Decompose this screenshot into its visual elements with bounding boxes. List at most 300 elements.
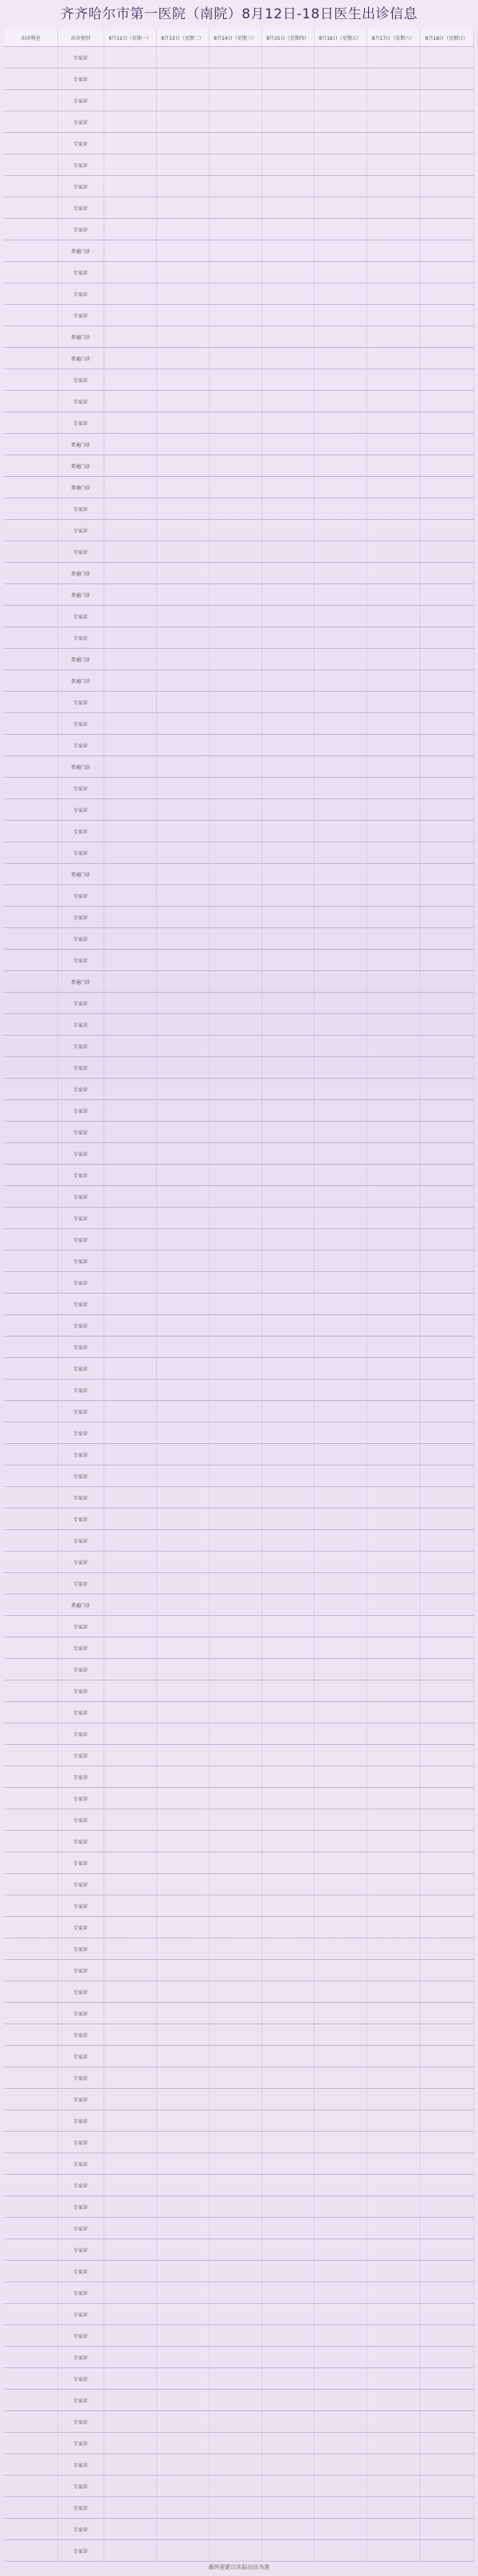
doctor-cell (314, 1874, 366, 1895)
doctor-cell (420, 2153, 473, 2175)
doctor-cell (314, 1917, 366, 1938)
doctor-cell (420, 498, 473, 520)
dept-cell (5, 2132, 57, 2153)
doctor-cell (156, 1637, 209, 1659)
doctor-cell (209, 1444, 261, 1466)
doctor-cell (261, 670, 314, 692)
doctor-cell (209, 735, 261, 756)
doctor-cell (209, 1315, 261, 1337)
clinic-type-cell: 专家诊 (57, 1337, 104, 1358)
doctor-cell (209, 283, 261, 305)
doctor-cell (104, 68, 156, 90)
doctor-cell (314, 262, 366, 283)
doctor-cell (261, 1637, 314, 1659)
doctor-cell (261, 391, 314, 412)
clinic-type-cell: 专家诊 (57, 713, 104, 735)
doctor-cell (104, 412, 156, 434)
doctor-cell (366, 2196, 420, 2218)
doctor-cell (209, 606, 261, 627)
clinic-type-cell: 专家诊 (57, 2196, 104, 2218)
doctor-cell (104, 692, 156, 713)
dept-cell (5, 1487, 57, 1509)
clinic-type-cell: 专家诊 (57, 692, 104, 713)
doctor-cell (366, 885, 420, 907)
doctor-cell (156, 1960, 209, 1981)
dept-cell (5, 1895, 57, 1917)
doctor-cell (314, 2196, 366, 2218)
doctor-cell (366, 1122, 420, 1143)
dept-cell (5, 885, 57, 907)
doctor-cell (209, 1251, 261, 1272)
doctor-cell (156, 735, 209, 756)
dept-cell (5, 2304, 57, 2325)
doctor-cell (314, 2239, 366, 2261)
doctor-cell (156, 1487, 209, 1509)
doctor-cell (261, 434, 314, 455)
doctor-cell (156, 2089, 209, 2110)
doctor-cell (156, 2282, 209, 2304)
doctor-cell (420, 1186, 473, 1208)
doctor-cell (366, 971, 420, 993)
doctor-cell (104, 993, 156, 1014)
doctor-cell (314, 993, 366, 1014)
doctor-cell (156, 2261, 209, 2282)
doctor-cell (314, 1766, 366, 1788)
clinic-type-cell: 专家诊 (57, 1079, 104, 1100)
clinic-type-cell: 专家诊 (57, 2304, 104, 2325)
doctor-cell (420, 821, 473, 842)
doctor-cell (209, 219, 261, 240)
doctor-cell (261, 520, 314, 541)
doctor-cell (261, 1573, 314, 1594)
doctor-cell (156, 1294, 209, 1315)
doctor-cell (314, 240, 366, 262)
doctor-cell (156, 1186, 209, 1208)
clinic-type-cell: 专家诊 (57, 47, 104, 68)
doctor-cell (366, 176, 420, 197)
doctor-cell (366, 283, 420, 305)
clinic-type-cell: 专家诊 (57, 2476, 104, 2497)
doctor-cell (209, 1036, 261, 1057)
doctor-cell (209, 864, 261, 885)
doctor-cell (420, 326, 473, 348)
doctor-cell (156, 219, 209, 240)
dept-cell (5, 1229, 57, 1251)
doctor-cell (104, 2282, 156, 2304)
clinic-type-cell: 专家诊 (57, 1380, 104, 1401)
table-body (5, 47, 473, 2562)
dept-cell (5, 2196, 57, 2218)
doctor-cell (420, 1702, 473, 1723)
doctor-cell (156, 2347, 209, 2368)
doctor-cell (314, 1358, 366, 1380)
table-row (5, 1466, 473, 1487)
doctor-cell (261, 1960, 314, 1981)
doctor-cell (209, 1680, 261, 1702)
doctor-cell (314, 606, 366, 627)
dept-cell (5, 2153, 57, 2175)
doctor-cell (156, 1165, 209, 1186)
doctor-cell (261, 498, 314, 520)
table-row (5, 756, 473, 778)
clinic-type-cell: 专家诊 (57, 1723, 104, 1745)
dept-cell (5, 1938, 57, 1960)
doctor-cell (420, 1444, 473, 1466)
table-row (5, 2325, 473, 2347)
doctor-cell (314, 219, 366, 240)
doctor-cell (156, 2110, 209, 2132)
table-row (5, 541, 473, 563)
doctor-cell (261, 2325, 314, 2347)
doctor-cell (209, 1122, 261, 1143)
doctor-cell (314, 1036, 366, 1057)
doctor-cell (156, 2304, 209, 2325)
doctor-cell (261, 47, 314, 68)
doctor-cell (104, 1165, 156, 1186)
dept-cell (5, 1251, 57, 1272)
doctor-cell (314, 2497, 366, 2519)
clinic-type-cell: 专家诊 (57, 1659, 104, 1680)
table-row (5, 1659, 473, 1680)
doctor-cell (420, 1487, 473, 1509)
table-row (5, 950, 473, 971)
clinic-type-cell: 专家诊 (57, 2132, 104, 2153)
dept-cell (5, 2110, 57, 2132)
doctor-cell (366, 1895, 420, 1917)
table-row (5, 434, 473, 455)
doctor-cell (156, 2540, 209, 2562)
table-row (5, 219, 473, 240)
doctor-cell (261, 133, 314, 154)
doctor-cell (156, 885, 209, 907)
doctor-cell (156, 2411, 209, 2433)
doctor-cell (314, 1852, 366, 1874)
doctor-cell (314, 412, 366, 434)
dept-cell (5, 348, 57, 369)
doctor-cell (366, 799, 420, 821)
clinic-type-cell: 普通门诊 (57, 584, 104, 606)
doctor-cell (261, 928, 314, 950)
doctor-cell (104, 799, 156, 821)
doctor-cell (420, 1208, 473, 1229)
doctor-cell (104, 1444, 156, 1466)
doctor-cell (366, 2476, 420, 2497)
doctor-cell (261, 1444, 314, 1466)
doctor-cell (104, 1594, 156, 1616)
table-row (5, 885, 473, 907)
doctor-cell (366, 907, 420, 928)
doctor-cell (366, 369, 420, 391)
doctor-cell (366, 47, 420, 68)
doctor-cell (104, 1637, 156, 1659)
doctor-cell (209, 2454, 261, 2476)
doctor-cell (366, 262, 420, 283)
dept-cell (5, 47, 57, 68)
doctor-cell (104, 2003, 156, 2024)
doctor-cell (420, 692, 473, 713)
doctor-cell (420, 2175, 473, 2196)
table-row (5, 713, 473, 735)
clinic-type-cell: 专家诊 (57, 1014, 104, 1036)
clinic-type-cell: 专家诊 (57, 1917, 104, 1938)
doctor-cell (366, 498, 420, 520)
doctor-cell (156, 1616, 209, 1637)
doctor-cell (104, 907, 156, 928)
dept-cell (5, 2433, 57, 2454)
doctor-cell (156, 2175, 209, 2196)
table-row (5, 1036, 473, 1057)
doctor-cell (366, 1852, 420, 1874)
dept-cell (5, 1702, 57, 1723)
doctor-cell (420, 928, 473, 950)
doctor-cell (366, 2218, 420, 2239)
doctor-cell (104, 1401, 156, 1423)
dept-cell (5, 756, 57, 778)
table-row (5, 2003, 473, 2024)
clinic-type-cell: 专家诊 (57, 2282, 104, 2304)
doctor-cell (314, 1444, 366, 1466)
doctor-cell (209, 1272, 261, 1294)
doctor-cell (420, 563, 473, 584)
doctor-cell (156, 563, 209, 584)
doctor-cell (420, 1680, 473, 1702)
doctor-cell (104, 541, 156, 563)
table-row (5, 1423, 473, 1444)
doctor-cell (420, 391, 473, 412)
table-row (5, 2411, 473, 2433)
doctor-cell (104, 2218, 156, 2239)
doctor-cell (420, 670, 473, 692)
doctor-cell (261, 1917, 314, 1938)
doctor-cell (366, 1079, 420, 1100)
doctor-cell (104, 2325, 156, 2347)
doctor-cell (104, 606, 156, 627)
doctor-cell (314, 1272, 366, 1294)
doctor-cell (104, 2540, 156, 2562)
doctor-cell (209, 2519, 261, 2540)
doctor-cell (261, 1229, 314, 1251)
doctor-cell (314, 283, 366, 305)
doctor-cell (156, 1036, 209, 1057)
doctor-cell (314, 2003, 366, 2024)
doctor-cell (261, 2196, 314, 2218)
doctor-cell (261, 864, 314, 885)
doctor-cell (104, 649, 156, 670)
doctor-cell (156, 1208, 209, 1229)
doctor-cell (314, 1100, 366, 1122)
doctor-cell (261, 305, 314, 326)
dept-cell (5, 1272, 57, 1294)
doctor-cell (366, 1616, 420, 1637)
dept-cell (5, 1852, 57, 1874)
doctor-cell (104, 971, 156, 993)
doctor-cell (314, 2540, 366, 2562)
doctor-cell (209, 434, 261, 455)
doctor-cell (420, 111, 473, 133)
doctor-cell (104, 2132, 156, 2153)
table-row (5, 1487, 473, 1509)
doctor-cell (104, 864, 156, 885)
doctor-cell (156, 2433, 209, 2454)
table-row (5, 1294, 473, 1315)
clinic-type-cell: 专家诊 (57, 2239, 104, 2261)
doctor-cell (420, 477, 473, 498)
dept-cell (5, 2454, 57, 2476)
doctor-cell (366, 1509, 420, 1530)
clinic-type-cell: 专家诊 (57, 1530, 104, 1551)
doctor-cell (420, 305, 473, 326)
doctor-cell (366, 2003, 420, 2024)
dept-cell (5, 950, 57, 971)
doctor-cell (104, 2454, 156, 2476)
doctor-cell (366, 2024, 420, 2046)
table-row (5, 971, 473, 993)
table-row (5, 498, 473, 520)
table-row (5, 2024, 473, 2046)
clinic-type-cell: 普通门诊 (57, 670, 104, 692)
dept-cell (5, 1337, 57, 1358)
table-row (5, 1831, 473, 1852)
column-header: 8月13日（星期二） (156, 29, 209, 47)
doctor-cell (314, 1616, 366, 1637)
doctor-cell (104, 477, 156, 498)
doctor-cell (261, 692, 314, 713)
page-title: 齐齐哈尔市第一医院（南院）8月12日-18日医生出诊信息 (60, 6, 418, 22)
clinic-type-cell: 专家诊 (57, 1186, 104, 1208)
doctor-cell (261, 1380, 314, 1401)
doctor-cell (366, 1401, 420, 1423)
clinic-type-cell: 普通门诊 (57, 477, 104, 498)
doctor-cell (156, 2132, 209, 2153)
table-row (5, 2239, 473, 2261)
doctor-cell (209, 2347, 261, 2368)
doctor-cell (314, 2390, 366, 2411)
doctor-cell (261, 2132, 314, 2153)
doctor-cell (261, 606, 314, 627)
dept-cell (5, 2519, 57, 2540)
doctor-cell (314, 520, 366, 541)
doctor-cell (261, 1057, 314, 1079)
doctor-cell (156, 2024, 209, 2046)
doctor-cell (156, 1831, 209, 1852)
clinic-type-cell: 专家诊 (57, 412, 104, 434)
clinic-type-cell: 专家诊 (57, 2540, 104, 2562)
table-row (5, 154, 473, 176)
doctor-cell (314, 2476, 366, 2497)
doctor-cell (104, 2433, 156, 2454)
doctor-cell (314, 2325, 366, 2347)
doctor-cell (104, 305, 156, 326)
table-row (5, 649, 473, 670)
dept-cell (5, 1831, 57, 1852)
doctor-cell (420, 2282, 473, 2304)
table-row (5, 1852, 473, 1874)
table-row (5, 283, 473, 305)
doctor-cell (366, 1380, 420, 1401)
doctor-cell (261, 563, 314, 584)
dept-cell (5, 1573, 57, 1594)
doctor-cell (209, 520, 261, 541)
clinic-type-cell: 普通门诊 (57, 240, 104, 262)
clinic-type-cell: 专家诊 (57, 2261, 104, 2282)
doctor-cell (314, 2282, 366, 2304)
clinic-type-cell: 普通门诊 (57, 756, 104, 778)
table-row (5, 1401, 473, 1423)
doctor-cell (104, 2046, 156, 2067)
doctor-cell (420, 778, 473, 799)
table-row (5, 1251, 473, 1272)
doctor-cell (209, 2304, 261, 2325)
dept-cell (5, 1509, 57, 1530)
dept-cell (5, 219, 57, 240)
doctor-cell (314, 1165, 366, 1186)
doctor-cell (420, 1401, 473, 1423)
doctor-cell (104, 1337, 156, 1358)
doctor-cell (420, 1745, 473, 1766)
doctor-cell (366, 90, 420, 111)
doctor-cell (209, 1960, 261, 1981)
doctor-cell (261, 821, 314, 842)
doctor-cell (420, 756, 473, 778)
clinic-type-cell: 专家诊 (57, 520, 104, 541)
doctor-cell (314, 434, 366, 455)
clinic-type-cell: 专家诊 (57, 993, 104, 1014)
doctor-cell (156, 68, 209, 90)
clinic-type-cell: 专家诊 (57, 1358, 104, 1380)
dept-cell (5, 2261, 57, 2282)
doctor-cell (314, 1981, 366, 2003)
doctor-cell (366, 1874, 420, 1895)
table-row (5, 2132, 473, 2153)
table-row (5, 1186, 473, 1208)
doctor-cell (314, 563, 366, 584)
doctor-cell (104, 1100, 156, 1122)
doctor-cell (209, 111, 261, 133)
doctor-cell (156, 1079, 209, 1100)
table-row (5, 1680, 473, 1702)
doctor-cell (104, 2390, 156, 2411)
doctor-cell (104, 928, 156, 950)
doctor-cell (314, 756, 366, 778)
clinic-type-cell: 专家诊 (57, 2153, 104, 2175)
doctor-cell (261, 1723, 314, 1745)
doctor-cell (366, 1551, 420, 1573)
doctor-cell (261, 1702, 314, 1723)
doctor-cell (420, 2390, 473, 2411)
doctor-cell (314, 68, 366, 90)
doctor-cell (261, 2304, 314, 2325)
doctor-cell (104, 2175, 156, 2196)
doctor-cell (314, 1014, 366, 1036)
column-header: 出诊类别 (57, 29, 104, 47)
dept-cell (5, 2476, 57, 2497)
doctor-cell (156, 1466, 209, 1487)
doctor-cell (156, 455, 209, 477)
doctor-cell (156, 1057, 209, 1079)
doctor-cell (156, 928, 209, 950)
doctor-cell (156, 2196, 209, 2218)
doctor-cell (209, 2024, 261, 2046)
table-row (5, 1358, 473, 1380)
doctor-cell (261, 971, 314, 993)
doctor-cell (366, 1444, 420, 1466)
doctor-cell (156, 197, 209, 219)
clinic-type-cell: 普通门诊 (57, 326, 104, 348)
clinic-type-cell: 专家诊 (57, 1509, 104, 1530)
doctor-cell (156, 1594, 209, 1616)
doctor-cell (209, 1358, 261, 1380)
clinic-type-cell: 专家诊 (57, 1831, 104, 1852)
